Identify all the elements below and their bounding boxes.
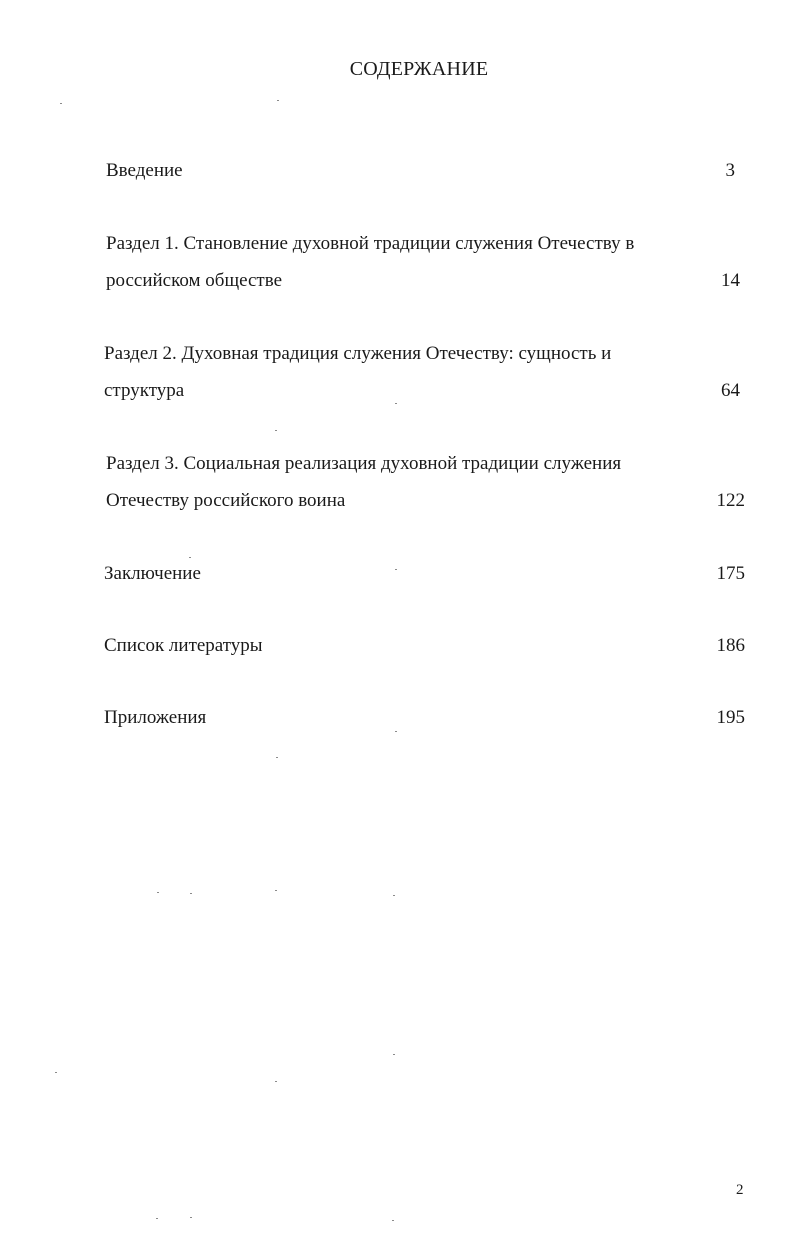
toc-label: Приложения xyxy=(104,707,207,728)
toc-label: Заключение xyxy=(104,563,201,584)
scan-speck xyxy=(393,1054,395,1055)
toc-label-line-1: Раздел 2. Духовная традиция служения Отечеству: сущность и xyxy=(104,343,612,364)
scan-speck xyxy=(189,557,191,558)
toc-page-number: 64 xyxy=(721,380,740,401)
scan-speck xyxy=(395,731,397,732)
scan-speck xyxy=(275,430,277,431)
scan-speck xyxy=(392,1220,394,1221)
scan-speck xyxy=(395,569,397,570)
toc-page-number: 122 xyxy=(716,490,745,511)
scan-speck xyxy=(393,895,395,896)
scan-speck xyxy=(60,103,62,104)
page-number: 2 xyxy=(736,1182,744,1198)
scan-speck xyxy=(277,100,279,101)
toc-label-line-2: структура xyxy=(104,380,185,401)
toc-label: Список литературы xyxy=(104,635,263,656)
scan-speck xyxy=(157,892,159,893)
scan-speck xyxy=(276,757,278,758)
toc-label-line-2: российском обществе xyxy=(106,270,283,291)
scan-speck xyxy=(55,1072,57,1073)
toc-page-number: 14 xyxy=(721,270,740,291)
toc-page-number: 175 xyxy=(716,563,745,584)
scan-speck xyxy=(190,893,192,894)
toc-label-line-1: Раздел 1. Становление духовной традиции служения Отечеству в xyxy=(106,233,635,254)
toc-page-number: 3 xyxy=(725,160,735,181)
toc-page-number: 195 xyxy=(716,707,745,728)
scan-speck xyxy=(395,403,397,404)
scan-speck xyxy=(190,1217,192,1218)
toc-label-line-1: Раздел 3. Социальная реализация духовной традиции служения xyxy=(106,453,622,474)
page-title: СОДЕРЖАНИЕ xyxy=(349,58,489,80)
scan-speck xyxy=(275,890,277,891)
scan-speck xyxy=(156,1218,158,1219)
scan-speck xyxy=(275,1081,277,1082)
toc-page-number: 186 xyxy=(716,635,745,656)
toc-label-line-2: Отечеству российского воина xyxy=(106,490,346,511)
toc-label: Введение xyxy=(106,160,183,181)
